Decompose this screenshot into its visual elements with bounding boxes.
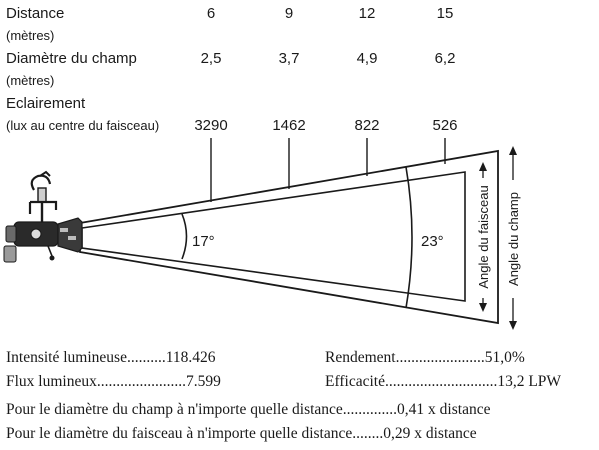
flux-label: Flux lumineux <box>6 373 97 390</box>
field-angle-indicator <box>506 146 521 330</box>
illuminance-value: 526 <box>432 117 458 134</box>
formula-text: Pour le diamètre du champ à n'importe quelle distance <box>6 401 343 418</box>
intensity-dots: .......... <box>126 349 166 366</box>
illuminance-value: 1462 <box>272 117 306 134</box>
formula-value: 0,41 x distance <box>397 401 491 418</box>
illuminance-label: Eclairement <box>6 95 86 112</box>
field-angle-arc <box>406 167 412 308</box>
efficacy-value: 13,2 LPW <box>497 373 562 390</box>
beam-cone <box>82 172 465 301</box>
efficiency-row <box>325 349 525 366</box>
distance-label: Distance <box>6 5 65 22</box>
field-diameter-value: 6,2 <box>434 50 456 67</box>
efficiency-dots: ....................... <box>395 349 485 366</box>
formula-text: Pour le diamètre du faisceau à n'importe quelle distance <box>6 425 353 442</box>
formula-dots: ........ <box>352 425 384 442</box>
field-diameter-formula <box>6 401 491 418</box>
distance-value: 15 <box>436 5 454 22</box>
efficacy-row <box>325 373 561 390</box>
efficiency-label: Rendement <box>325 349 396 366</box>
distance-unit-label: (mètres) <box>6 28 55 43</box>
flux-row <box>6 373 221 390</box>
intensity-row <box>6 349 216 366</box>
intensity-value: 118.426 <box>165 349 216 366</box>
illuminance-value: 822 <box>354 117 380 134</box>
beam-angle-indicator <box>476 162 491 312</box>
field-diameter-value: 4,9 <box>356 50 378 67</box>
beam-angle-arc <box>182 214 187 259</box>
field-angle-label: 23° <box>421 233 444 250</box>
field-diameter-value: 3,7 <box>278 50 300 67</box>
flux-dots: ....................... <box>96 373 186 390</box>
efficacy-label: Efficacité <box>325 373 385 390</box>
distance-value: 6 <box>206 5 216 22</box>
efficacy-dots: ............................. <box>384 373 498 390</box>
field-diameter-value: 2,5 <box>200 50 222 67</box>
spotlight-icon <box>4 172 82 262</box>
formula-value: 0,29 x distance <box>383 425 477 442</box>
beam-angle-vertical-label: Angle du faisceau <box>476 185 491 289</box>
efficiency-value: 51,0% <box>484 349 525 366</box>
beam-angle-label: 17° <box>192 233 215 250</box>
field-diameter-unit-label: (mètres) <box>6 73 55 88</box>
flux-value: 7.599 <box>185 373 221 390</box>
field-diameter-label: Diamètre du champ <box>6 50 137 67</box>
illuminance-unit-label: (lux au centre du faisceau) <box>6 118 160 133</box>
beam-diameter-formula <box>6 425 477 442</box>
distance-value: 12 <box>358 5 376 22</box>
illuminance-value: 3290 <box>194 117 228 134</box>
field-angle-vertical-label: Angle du champ <box>506 192 521 286</box>
intensity-label: Intensité lumineuse <box>6 349 127 366</box>
distance-value: 9 <box>284 5 294 22</box>
formula-dots: .............. <box>342 401 398 418</box>
